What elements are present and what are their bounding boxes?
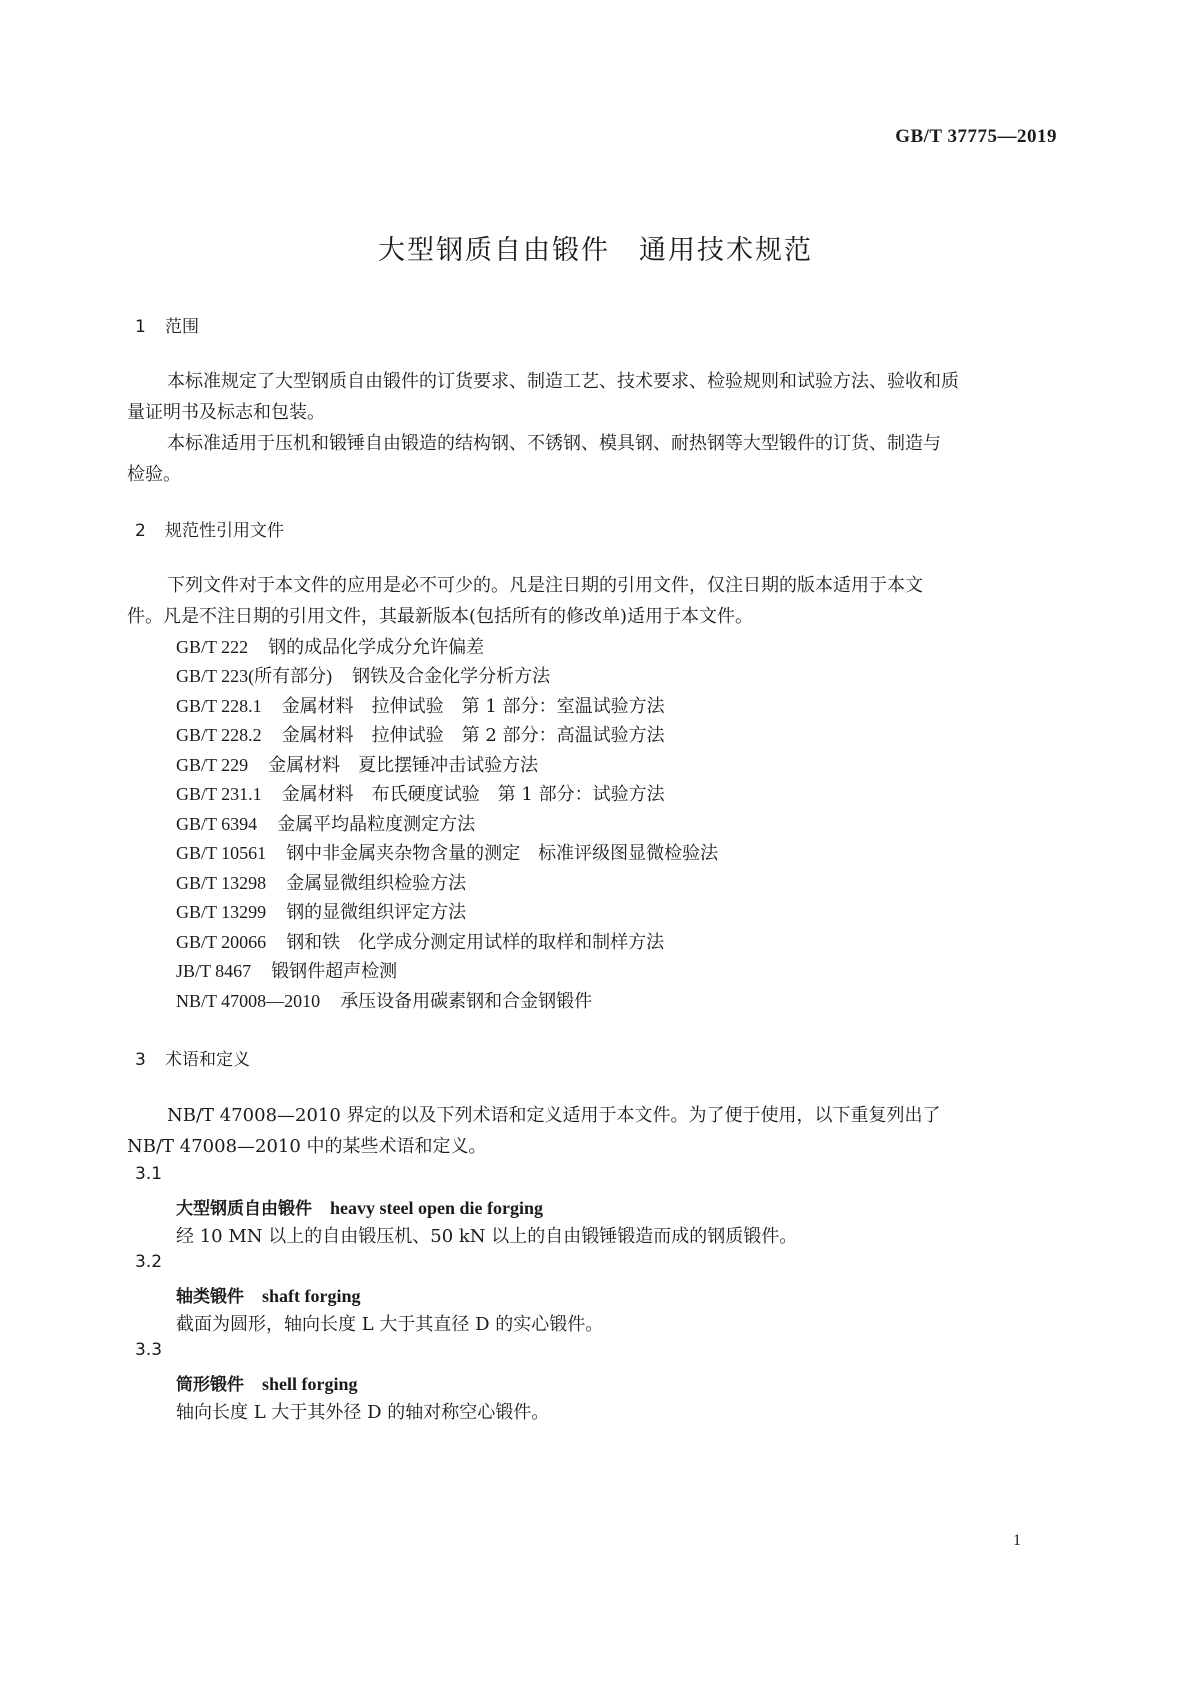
reference-item — [176, 721, 665, 747]
term-number: 3.1 — [135, 1164, 163, 1184]
paragraph: 本标准规定了大型钢质自由锻件的订货要求、制造工艺、技术要求、检验规则和试验方法、验收和质 — [167, 371, 959, 392]
reference-code: GB/T 223(所有部分) — [176, 666, 333, 686]
reference-code: GB/T 229 — [176, 755, 249, 775]
term-definition: 截面为圆形，轴向长度 L 大于其直径 D 的实心锻件。 — [176, 1314, 604, 1335]
paragraph: NB/T 47008—2010 界定的以及下列术语和定义适用于本文件。为了便于使用，以下重复列出了 — [167, 1105, 941, 1126]
reference-item — [176, 869, 466, 895]
paragraph: 本标准适用于压机和锻锤自由锻造的结构钢、不锈钢、模具钢、耐热钢等大型锻件的订货、制造与 — [167, 433, 941, 454]
section-number: 2 — [135, 521, 146, 541]
reference-title: 金属显微组织检验方法 — [286, 873, 467, 894]
reference-code: GB/T 6394 — [176, 814, 258, 834]
term-number: 3.2 — [135, 1252, 163, 1272]
reference-code: GB/T 228.2 — [176, 725, 262, 745]
reference-code: GB/T 20066 — [176, 932, 267, 952]
paragraph: 量证明书及标志和包装。 — [127, 402, 325, 423]
reference-code: GB/T 13298 — [176, 873, 267, 893]
term-definition: 轴向长度 L 大于其外径 D 的轴对称空心锻件。 — [176, 1402, 550, 1423]
paragraph: 件。凡是不注日期的引用文件，其最新版本(包括所有的修改单)适用于本文件。 — [127, 606, 754, 627]
paragraph: 下列文件对于本文件的应用是必不可少的。凡是注日期的引用文件，仅注日期的版本适用于本文 — [167, 575, 923, 596]
reference-item — [176, 662, 550, 688]
term-definition: 经 10 MN 以上的自由锻压机、50 kN 以上的自由锻锤锻造而成的钢质锻件。 — [176, 1226, 798, 1247]
reference-title: 锻钢件超声检测 — [271, 961, 398, 982]
section-3-heading — [135, 1045, 250, 1070]
reference-title: 钢的成品化学成分允许偏差 — [268, 637, 485, 658]
section-number: 3 — [135, 1050, 146, 1070]
standard-code: GB/T 37775—2019 — [895, 126, 1057, 147]
term-en: shell forging — [262, 1374, 358, 1394]
reference-item — [176, 987, 592, 1013]
reference-title: 钢铁及合金化学分析方法 — [352, 666, 551, 687]
document-title: 大型钢质自由锻件 通用技术规范 — [378, 235, 813, 266]
section-number: 1 — [135, 317, 146, 337]
reference-title: 金属材料 拉伸试验 第 2 部分：高温试验方法 — [281, 725, 665, 746]
reference-code: JB/T 8467 — [176, 961, 252, 981]
reference-title: 钢中非金属夹杂物含量的测定 标准评级图显微检验法 — [286, 843, 719, 864]
reference-code: NB/T 47008—2010 — [176, 991, 321, 1011]
reference-title: 金属平均晶粒度测定方法 — [277, 814, 476, 835]
reference-item — [176, 780, 665, 806]
term-en: heavy steel open die forging — [330, 1198, 543, 1218]
reference-item — [176, 692, 665, 718]
reference-code: GB/T 222 — [176, 637, 249, 657]
reference-code: GB/T 13299 — [176, 902, 267, 922]
reference-item — [176, 928, 664, 954]
section-1-heading — [135, 312, 199, 337]
term-zh: 大型钢质自由锻件 — [176, 1199, 312, 1219]
paragraph: NB/T 47008—2010 中的某些术语和定义。 — [127, 1136, 487, 1157]
reference-title: 钢的显微组织评定方法 — [286, 902, 467, 923]
reference-code: GB/T 228.1 — [176, 696, 262, 716]
term-number: 3.3 — [135, 1340, 163, 1360]
section-2-heading — [135, 516, 284, 541]
reference-item — [176, 957, 397, 983]
reference-item — [176, 633, 484, 659]
reference-item — [176, 839, 718, 865]
reference-item — [176, 898, 466, 924]
reference-title: 承压设备用碳素钢和合金钢锻件 — [340, 991, 593, 1012]
reference-title: 金属材料 布氏硬度试验 第 1 部分：试验方法 — [281, 784, 665, 805]
reference-item — [176, 810, 475, 836]
term-zh: 轴类锻件 — [176, 1287, 244, 1307]
section-title: 术语和定义 — [165, 1050, 250, 1070]
reference-code: GB/T 231.1 — [176, 784, 262, 804]
section-title: 规范性引用文件 — [165, 521, 284, 541]
term-zh: 筒形锻件 — [176, 1375, 244, 1395]
reference-item — [176, 751, 538, 777]
page-number: 1 — [1013, 1532, 1021, 1549]
term-title — [176, 1370, 358, 1395]
reference-code: GB/T 10561 — [176, 843, 267, 863]
reference-title: 钢和铁 化学成分测定用试样的取样和制样方法 — [286, 932, 665, 953]
reference-title: 金属材料 拉伸试验 第 1 部分：室温试验方法 — [281, 696, 665, 717]
reference-title: 金属材料 夏比摆锤冲击试验方法 — [268, 755, 539, 776]
term-title — [176, 1194, 543, 1219]
section-title: 范围 — [165, 317, 199, 337]
term-en: shaft forging — [262, 1286, 361, 1306]
term-title — [176, 1282, 361, 1307]
paragraph: 检验。 — [127, 464, 181, 485]
